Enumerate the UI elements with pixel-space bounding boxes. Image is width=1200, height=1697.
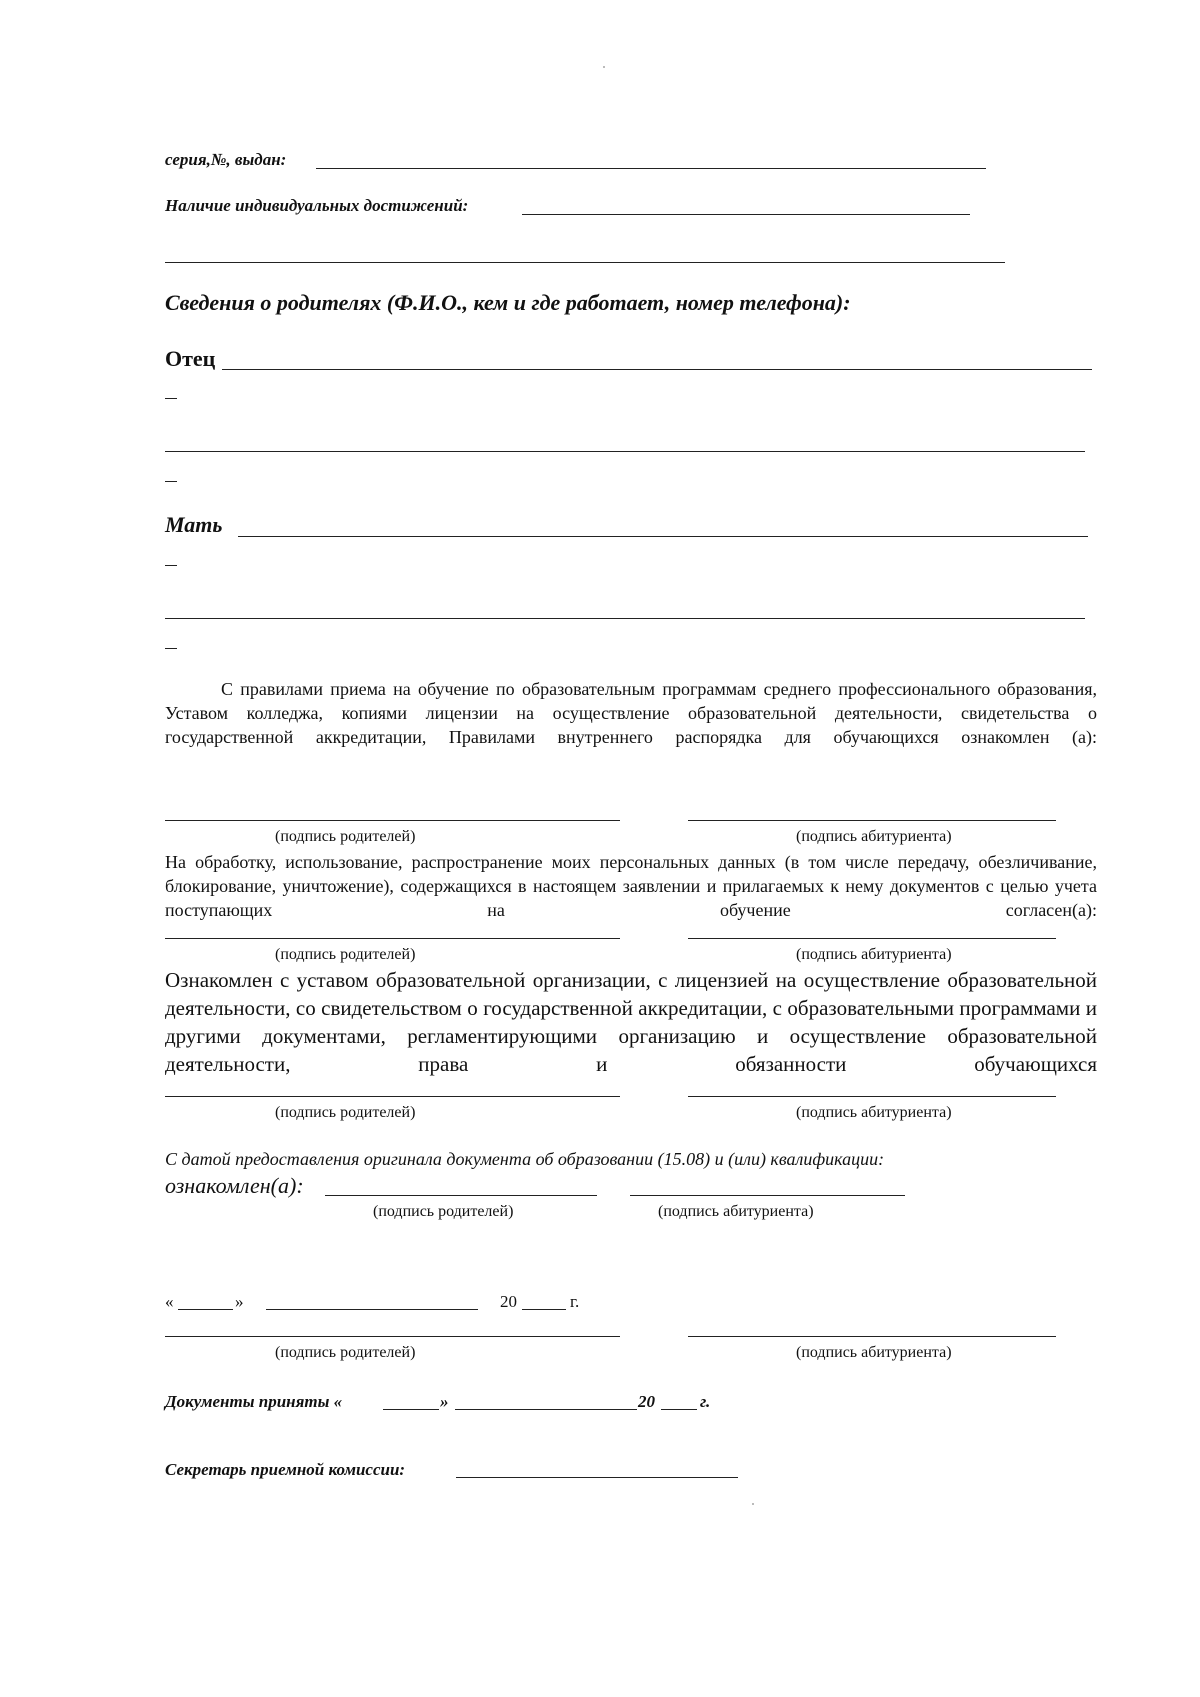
mother-dash-1 xyxy=(165,565,177,566)
date-day-line[interactable] xyxy=(178,1309,233,1310)
applicant-signature-caption-2: (подпись абитуриента) xyxy=(796,946,952,963)
series-input-line[interactable] xyxy=(316,168,986,169)
father-input-line[interactable] xyxy=(222,369,1092,370)
parents-signature-line-2[interactable] xyxy=(165,938,620,939)
mother-continuation-line[interactable] xyxy=(165,618,1085,619)
parents-signature-caption-1: (подпись родителей) xyxy=(275,828,416,845)
parents-signature-caption-3: (подпись родителей) xyxy=(275,1104,416,1121)
accepted-label: Документы приняты « xyxy=(165,1392,343,1411)
original-doc-line2: ознакомлен(а): xyxy=(165,1173,304,1198)
father-label: Отец xyxy=(165,346,216,371)
original-doc-line1: С датой предоставления оригинала документа об образовании (15.08) и (или) квалификации: xyxy=(165,1149,885,1169)
accepted-year-line[interactable] xyxy=(661,1409,697,1410)
accepted-year-prefix: 20 xyxy=(638,1392,655,1411)
date-close-quote: » xyxy=(235,1292,244,1311)
parents-signature-line-1[interactable] xyxy=(165,820,620,821)
series-label: серия,№, выдан: xyxy=(165,150,287,169)
charter-paragraph: Ознакомлен с уставом образовательной организации, с лицензией на осуществление образовательной деятельности, со свидетельством о государственной аккредитации, с образовательными программами и другими документами, регламентирующими организацию и осуществление образовательной деятельности, права и обязанности обучающихся xyxy=(165,968,1097,1076)
accepted-day-line[interactable] xyxy=(383,1409,439,1410)
accepted-year-suffix: г. xyxy=(700,1392,711,1411)
accepted-month-line[interactable] xyxy=(455,1409,637,1410)
date-year-prefix: 20 xyxy=(500,1292,517,1311)
applicant-signature-line-3[interactable] xyxy=(688,1096,1056,1097)
father-continuation-line[interactable] xyxy=(165,451,1085,452)
parents-signature-line-3[interactable] xyxy=(165,1096,620,1097)
accepted-close-quote: » xyxy=(440,1392,449,1411)
date-year-line[interactable] xyxy=(522,1309,566,1310)
applicant-signature-caption-4: (подпись абитуриента) xyxy=(796,1344,952,1361)
applicant-signature-caption-3: (подпись абитуриента) xyxy=(796,1104,952,1121)
parents-signature-caption-2: (подпись родителей) xyxy=(275,946,416,963)
scan-speck-1 xyxy=(603,66,605,68)
achievements-continuation-line[interactable] xyxy=(165,262,1005,263)
applicant-signature-line-2[interactable] xyxy=(688,938,1056,939)
personal-data-paragraph: На обработку, использование, распространение моих персональных данных (в том числе передачу, обезличивание, блокирование, уничтожение), содержащихся в настоящем заявлении и прилагаемых к нему документов с целью учета поступающих на обучение согласен(а): xyxy=(165,852,1097,920)
date-open-quote: « xyxy=(165,1292,174,1311)
parents-heading: Сведения о родителях (Ф.И.О., кем и где работает, номер телефона): xyxy=(165,290,851,315)
applicant-signature-line-4[interactable] xyxy=(688,1336,1056,1337)
scan-speck-2 xyxy=(752,1503,754,1505)
mother-input-line[interactable] xyxy=(238,536,1088,537)
original-doc-applicant-line[interactable] xyxy=(630,1195,905,1196)
original-doc-parents-line[interactable] xyxy=(325,1195,597,1196)
date-month-line[interactable] xyxy=(266,1309,478,1310)
applicant-signature-line-1[interactable] xyxy=(688,820,1056,821)
father-dash-2 xyxy=(165,481,177,482)
achievements-input-line[interactable] xyxy=(522,214,970,215)
father-dash-1 xyxy=(165,398,177,399)
mother-dash-2 xyxy=(165,648,177,649)
parents-signature-caption-4: (подпись родителей) xyxy=(275,1344,416,1361)
parents-signature-line-4[interactable] xyxy=(165,1336,620,1337)
date-year-suffix: г. xyxy=(570,1292,580,1311)
original-doc-parents-caption: (подпись родителей) xyxy=(373,1203,514,1220)
mother-label: Мать xyxy=(165,512,223,537)
original-doc-applicant-caption: (подпись абитуриента) xyxy=(658,1203,814,1220)
secretary-label: Секретарь приемной комиссии: xyxy=(165,1460,406,1479)
applicant-signature-caption-1: (подпись абитуриента) xyxy=(796,828,952,845)
rules-paragraph: С правилами приема на обучение по образовательным программам среднего профессионального образования, Уставом колледжа, копиями лицензии на осуществление образовательной деятельности, свидетельства о государственной аккредитации, Правилами внутреннего распорядка для обучающихся ознакомлен (а): xyxy=(165,679,1097,747)
secretary-signature-line[interactable] xyxy=(456,1477,738,1478)
achievements-label: Наличие индивидуальных достижений: xyxy=(165,196,469,215)
